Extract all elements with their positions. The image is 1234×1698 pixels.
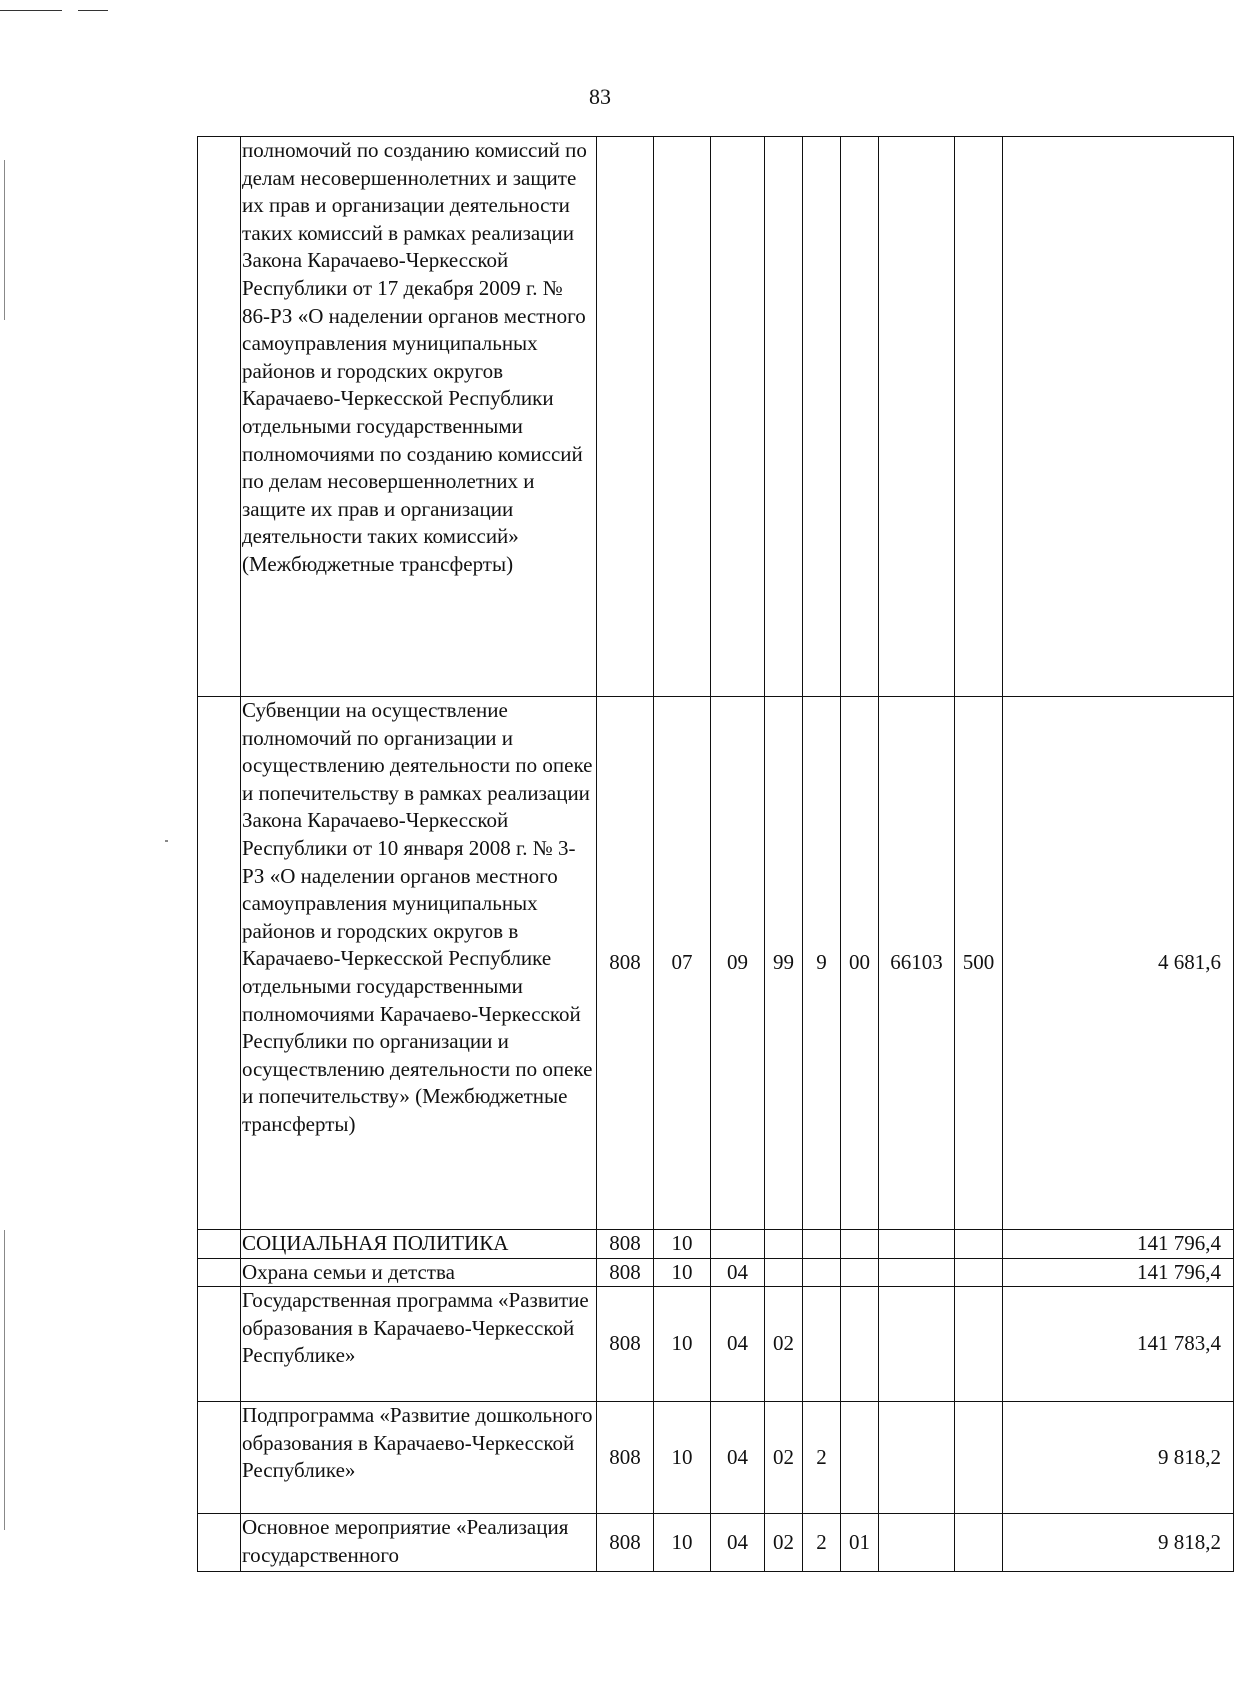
code-ministry: [597, 137, 654, 697]
code-direction: [879, 1258, 955, 1287]
row-name: полномочий по созданию комиссий по делам несовершеннолетних и защите их прав и организации деятельности таких комиссий в рамках реализации Закона Карачаево-Черкесской Республики от 17 декабря 2009 г. № 86-РЗ «О наделении органов местного самоуправления муниципальных районов и городских округов Карачаево-Черкесской Республики отдельными государственными полномочиями по созданию комиссий по делам несовершеннолетних и защите их прав и организации деятельности таких комиссий» (Межбюджетные трансферты): [241, 137, 597, 697]
page-number: 83: [589, 84, 611, 109]
table-row: [198, 1287, 1234, 1402]
code-ministry: 808: [597, 1402, 654, 1514]
code-ministry: 808: [597, 1258, 654, 1287]
table-row: [198, 1402, 1234, 1514]
table-row: [198, 1230, 1234, 1259]
code-section: 10: [654, 1230, 711, 1259]
code-program: 02: [765, 1402, 803, 1514]
row-amount: 4 681,6: [1003, 697, 1234, 1230]
row-index-cell: [198, 697, 241, 1230]
code-direction: [879, 137, 955, 697]
scan-edge-mark: [4, 160, 5, 320]
code-activity: [841, 1402, 879, 1514]
code-section: 07: [654, 697, 711, 1230]
row-name: Основное мероприятие «Реализация государственного: [241, 1514, 597, 1572]
table-row: [198, 137, 1234, 697]
header-rule-left: [0, 10, 62, 11]
code-subprogram: [803, 1287, 841, 1402]
code-direction: [879, 1287, 955, 1402]
code-subsection: [711, 1230, 765, 1259]
code-expense-type: [955, 1402, 1003, 1514]
row-name: Субвенции на осуществление полномочий по организации и осуществлению деятельности по опеке и попечительству в рамках реализации Закона Карачаево-Черкесской Республики от 10 января 2008 г. № 3-РЗ «О наделении органов местного самоуправления муниципальных районов и городских округов в Карачаево-Черкесской Республике отдельными государственными полномочиями Карачаево-Черкесской Республики по организации и осуществлению деятельности по опеке и попечительству» (Межбюджетные трансферты): [241, 697, 597, 1230]
code-subsection: 04: [711, 1258, 765, 1287]
header-rule-right: [78, 10, 108, 11]
code-expense-type: [955, 1258, 1003, 1287]
code-subsection: 04: [711, 1514, 765, 1572]
budget-table: [197, 136, 1234, 1572]
row-index-cell: [198, 137, 241, 697]
code-direction: [879, 1514, 955, 1572]
row-amount: 9 818,2: [1003, 1514, 1234, 1572]
table-row: [198, 697, 1234, 1230]
code-subsection: 09: [711, 697, 765, 1230]
code-subprogram: [803, 1258, 841, 1287]
code-activity: [841, 1230, 879, 1259]
code-expense-type: [955, 1230, 1003, 1259]
row-name: Подпрограмма «Развитие дошкольного образования в Карачаево-Черкесской Республике»: [241, 1402, 597, 1514]
code-section: 10: [654, 1402, 711, 1514]
row-index-cell: [198, 1514, 241, 1572]
code-activity: [841, 1258, 879, 1287]
row-index-cell: [198, 1287, 241, 1402]
code-ministry: 808: [597, 1230, 654, 1259]
code-subsection: 04: [711, 1402, 765, 1514]
code-subsection: 04: [711, 1287, 765, 1402]
code-expense-type: 500: [955, 697, 1003, 1230]
code-section: [654, 137, 711, 697]
code-activity: [841, 1287, 879, 1402]
scan-dot-mark: [165, 840, 168, 842]
code-program: 02: [765, 1514, 803, 1572]
row-amount: 141 796,4: [1003, 1258, 1234, 1287]
table-row: [198, 1258, 1234, 1287]
code-expense-type: [955, 1287, 1003, 1402]
row-index-cell: [198, 1230, 241, 1259]
code-section: 10: [654, 1258, 711, 1287]
row-name: Государственная программа «Развитие образования в Карачаево-Черкесской Республике»: [241, 1287, 597, 1402]
code-expense-type: [955, 1514, 1003, 1572]
code-subprogram: 2: [803, 1514, 841, 1572]
row-name: СОЦИАЛЬНАЯ ПОЛИТИКА: [241, 1230, 597, 1259]
code-ministry: 808: [597, 697, 654, 1230]
code-program: [765, 137, 803, 697]
code-program: [765, 1258, 803, 1287]
row-amount: 141 796,4: [1003, 1230, 1234, 1259]
code-activity: 01: [841, 1514, 879, 1572]
code-subprogram: [803, 1230, 841, 1259]
code-subprogram: 9: [803, 697, 841, 1230]
code-activity: 00: [841, 697, 879, 1230]
code-subsection: [711, 137, 765, 697]
code-program: [765, 1230, 803, 1259]
row-index-cell: [198, 1258, 241, 1287]
row-index-cell: [198, 1402, 241, 1514]
code-expense-type: [955, 137, 1003, 697]
row-name: Охрана семьи и детства: [241, 1258, 597, 1287]
code-direction: [879, 1230, 955, 1259]
code-subprogram: [803, 137, 841, 697]
code-direction: [879, 1402, 955, 1514]
code-activity: [841, 137, 879, 697]
code-ministry: 808: [597, 1287, 654, 1402]
code-program: 99: [765, 697, 803, 1230]
scan-edge-mark: [4, 1230, 5, 1530]
code-section: 10: [654, 1514, 711, 1572]
row-amount: [1003, 137, 1234, 697]
code-section: 10: [654, 1287, 711, 1402]
row-amount: 141 783,4: [1003, 1287, 1234, 1402]
code-direction: 66103: [879, 697, 955, 1230]
table-row: [198, 1514, 1234, 1572]
code-subprogram: 2: [803, 1402, 841, 1514]
code-ministry: 808: [597, 1514, 654, 1572]
code-program: 02: [765, 1287, 803, 1402]
row-amount: 9 818,2: [1003, 1402, 1234, 1514]
